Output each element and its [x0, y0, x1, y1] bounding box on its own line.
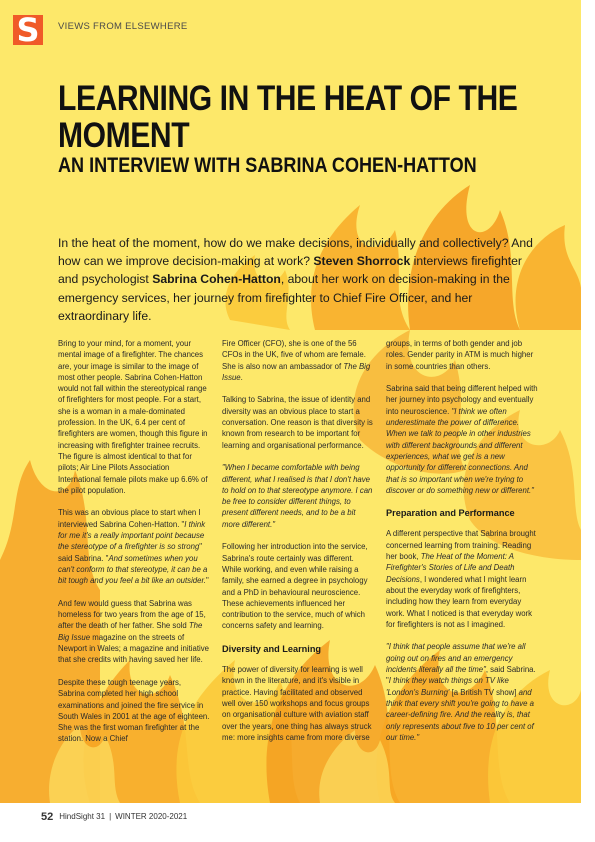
standfirst	[58, 234, 538, 325]
quote-text: I think for me it's a really important point because the stereotype of a firefighter is so strong	[58, 519, 206, 552]
paragraph: Following her introduction into the service, Sabrina's route certainly was different. While working, and even while raising a family, she earned a degree in psychology and a PhD in behavioural neuroscience. These achievements influenced her contribution to the service, much of which concerns safety and learning.	[222, 542, 368, 631]
text: , I wondered what I might learn about the everyday work of firefighters, including how they learn from everyday work. What I noticed is that everyday work for firefighters is not as I imagined.	[386, 574, 533, 629]
page-number: 52	[41, 811, 54, 823]
text: , said Sabrina. "	[386, 665, 536, 686]
body-column-3	[386, 338, 538, 754]
quote-text: "When I became comfortable with being different, what I realised is that I don't have to hold on to that stereotype anymore. I can be free to consider different things, to present different needs, and to be a bit more different."	[222, 463, 373, 529]
quote-text: I think they watch things on TV like 'London's Burning'	[386, 676, 509, 697]
paragraph	[58, 507, 210, 586]
magazine-logo	[13, 11, 43, 49]
quote-text: "I think that people assume that we're all going out on fires and an emergency incidents literally all the time"	[386, 642, 526, 675]
text: Fire Officer (CFO), she is one of the 56 CFOs in the UK, five of whom are female. She is also now an ambassador of	[222, 339, 366, 371]
quote-text: "I think we often underestimate the power of difference. When we talk to people in other industries with different backgrounds and different experiences, what we get is a new opportunity for different connections. And that is so important when we're trying to discover or do something new or different."	[386, 406, 534, 495]
text: " said Sabrina. "	[58, 542, 203, 563]
quote-text: and think that every shift you're going to have a career-defining fire. And the reality is, that only represents about five to 10 per cent of our time."	[386, 687, 534, 742]
pull-quote	[386, 641, 538, 743]
text: magazine on the streets of Newport in Wales; a magazine and initiative that she credits with having saved her life.	[58, 632, 209, 665]
standfirst-text: , about her work on decision-making in the emergency services, her journey from firefighter to Chief Fire Officer, and her extraordinary life.	[58, 272, 510, 323]
text: .	[240, 372, 243, 382]
magazine-title: The Big Issue	[58, 621, 203, 642]
issue-label: WINTER 2020-2021	[115, 812, 188, 821]
text: And few would guess that Sabrina was homeless for two years from the age of 15, after the death of her father. She sold	[58, 598, 206, 631]
paragraph: Despite these tough teenage years, Sabrina completed her high school examinations and joined the fire service in South Wales in 2001 at the age of eighteen. She was the first woman firefighter at the station. Now a Chief	[58, 677, 210, 744]
book-title: The Heat of the Moment: A Firefighter's Stories of Life and Death Decisions	[386, 552, 515, 584]
section-label: VIEWS FROM ELSEWHERE	[58, 21, 188, 32]
body-column-2	[222, 338, 374, 754]
standfirst-text: In the heat of the moment, how do we make decisions, individually and collectively? And how can we improve decision-making at work?	[58, 236, 533, 269]
text: "	[205, 576, 209, 586]
pull-quote	[222, 462, 374, 530]
paragraph: groups, in terms of both gender and job roles. Gender parity in ATM is much higher in some countries than others.	[386, 339, 534, 371]
paragraph	[222, 338, 374, 383]
paragraph: Bring to your mind, for a moment, your mental image of a firefighter. The chances are, your image is similar to the image of most other people. Sabrina Cohen-Hatton would not fall within the stereotypical range of firefighters for most people. For a start, she is a woman in a male-dominated profession. In the UK, 6.4 per cent of firefighters are women, though this figure in increasing with firefighter trainee recruits. The figure is almost identical to that for pilots; Air Line Pilots Association International female pilots make up 6.6% of the pilot population.	[58, 339, 208, 495]
paragraph: The power of diversity for learning is well known in the literature, and it's visible in practice. Having facilitated and observed well over 150 workshops and focus groups on organisational culture with aviation staff over the years, one thing has always struck me: more insights came from more diverse	[222, 665, 372, 742]
section-heading: Preparation and Performance	[386, 508, 515, 519]
article-subtitle: AN INTERVIEW WITH SABRINA COHEN-HATTON	[58, 154, 477, 177]
magazine-title: The Big Issue	[222, 361, 371, 382]
text: [a British TV show]	[451, 687, 517, 697]
interviewee-name: Sabrina Cohen-Hatton	[152, 272, 281, 287]
publication-name: HindSight 31	[59, 812, 106, 821]
page-footer	[41, 811, 187, 823]
standfirst-text: interviews firefighter and psychologist	[58, 254, 522, 287]
article-title: LEARNING IN THE HEAT OF THE MOMENT	[58, 79, 518, 155]
paragraph: Talking to Sabrina, the issue of identity and diversity was an obvious place to start a conversation. One reason is that diversity is known from research to be important for learning and organisational performance.	[222, 395, 373, 450]
paragraph	[386, 383, 538, 496]
body-column-1	[58, 338, 210, 756]
section-heading: Diversity and Learning	[222, 644, 322, 655]
text: This was an obvious place to start when I interviewed Sabrina Cohen-Hatton. "	[58, 508, 201, 529]
text: Sabrina said that being different helped with her journey into psychology and eventually into neuroscience.	[386, 384, 538, 416]
paragraph	[386, 528, 538, 630]
divider: |	[109, 812, 112, 821]
author-name: Steven Shorrock	[313, 254, 411, 269]
quote-text: And sometimes when you can't conform to that stereotype, it can be a bit tough and you feel a bit like an outsider.	[58, 553, 208, 586]
text: A different perspective that Sabrina brought concerned learning from training. Reading her book,	[386, 529, 536, 562]
paragraph	[58, 598, 210, 666]
logo-letter: S	[16, 11, 40, 49]
